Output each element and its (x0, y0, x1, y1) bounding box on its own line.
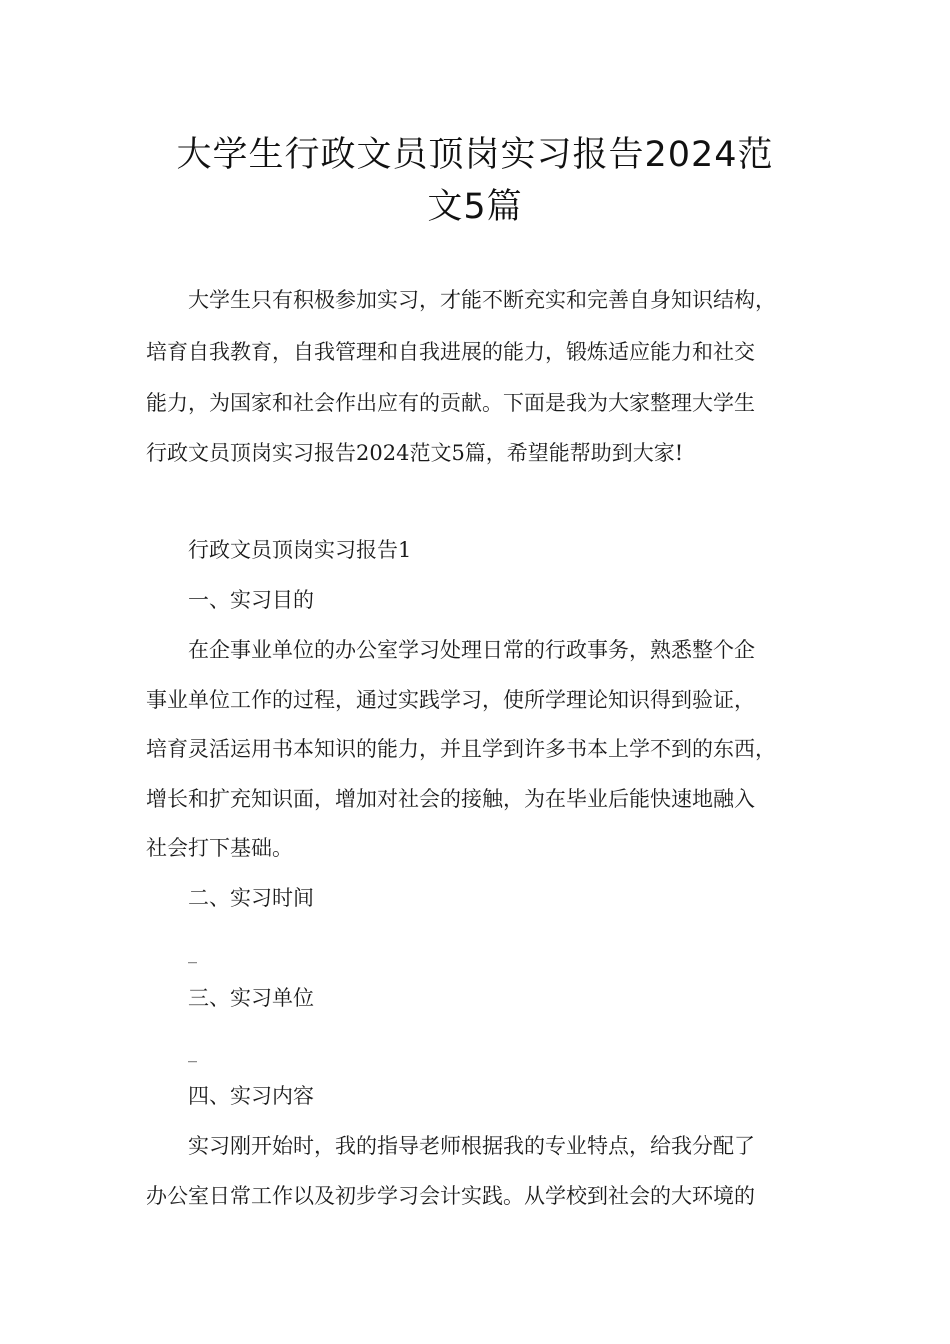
heading-purpose: 一、实习目的 (188, 588, 314, 612)
intro-line-3: 能力，为国家和社会作出应有的贡献。下面是我为大家整理大学生 (146, 391, 755, 415)
intro-line-2: 培育自我教育，自我管理和自我进展的能力，锻炼适应能力和社交 (146, 340, 755, 364)
section-title: 行政文员顶岗实习报告1 (188, 538, 412, 562)
heading-time: 二、实习时间 (188, 886, 314, 910)
time-blank: _ (188, 943, 197, 964)
heading-content: 四、实习内容 (188, 1084, 314, 1108)
purpose-line-4: 增长和扩充知识面，增加对社会的接触，为在毕业后能快速地融入 (146, 787, 755, 811)
content-line-1: 实习刚开始时，我的指导老师根据我的专业特点，给我分配了 (188, 1134, 755, 1158)
intro-line-4: 行政文员顶岗实习报告2024范文5篇，希望能帮助到大家! (146, 441, 684, 465)
purpose-line-2: 事业单位工作的过程，通过实践学习，使所学理论知识得到验证， (146, 688, 755, 712)
purpose-line-1: 在企事业单位的办公室学习处理日常的行政事务，熟悉整个企 (188, 638, 755, 662)
unit-blank: _ (188, 1042, 197, 1063)
intro-line-1: 大学生只有积极参加实习，才能不断充实和完善自身知识结构， (188, 288, 776, 312)
content-line-2: 办公室日常工作以及初步学习会计实践。从学校到社会的大环境的 (146, 1184, 755, 1208)
purpose-line-5: 社会打下基础。 (146, 836, 293, 860)
heading-unit: 三、实习单位 (188, 986, 314, 1010)
document-title-line-2: 文5篇 (427, 187, 523, 227)
purpose-line-3: 培育灵活运用书本知识的能力，并且学到许多书本上学不到的东西， (146, 737, 776, 761)
document-title-line-1: 大学生行政文员顶岗实习报告2024范 (176, 135, 774, 175)
